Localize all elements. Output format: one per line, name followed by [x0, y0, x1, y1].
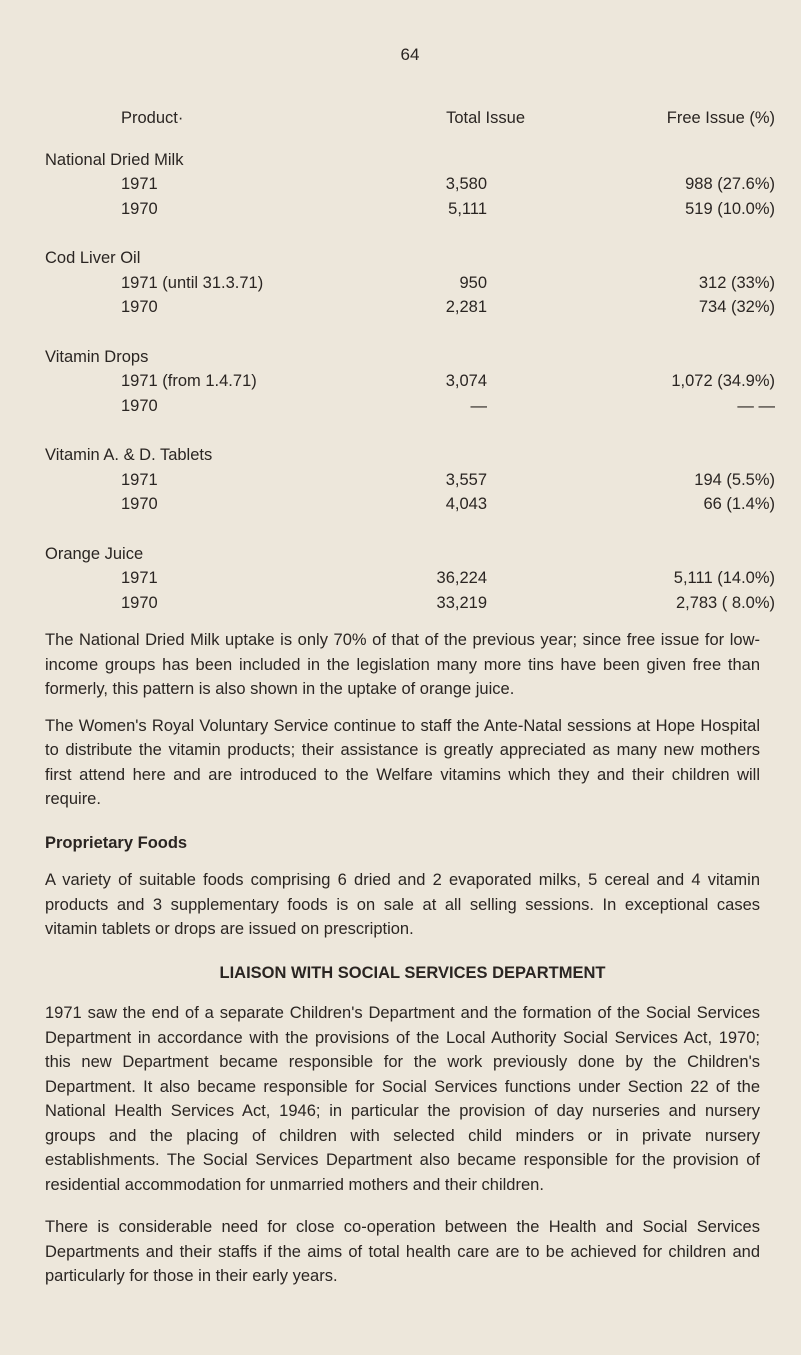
- row-free-issue: 1,072 (34.9%): [671, 372, 775, 390]
- row-total-issue: 3,557: [445, 470, 487, 489]
- paragraph-proprietary: A variety of suitable foods comprising 6 dried and 2 evaporated milks, 5 cereal and 4 vitamin products and 3 supplementary foods is on sale at all selling sessions. In exceptional cases vitamin tablets or drops are issued on prescription.: [45, 871, 760, 938]
- row-free-issue: 988 (27.6%): [685, 175, 775, 193]
- row-total-issue: 5,111: [448, 199, 487, 218]
- row-year: 1971: [121, 175, 158, 193]
- page-number: 64: [400, 45, 420, 64]
- row-total-issue: 33,219: [436, 593, 487, 612]
- row-free-issue: 194 (5.5%): [694, 470, 775, 489]
- product-group: [45, 246, 775, 271]
- table-row: [45, 394, 775, 419]
- row-free-issue: 519 (10.0%): [685, 199, 775, 218]
- proprietary-foods-heading: Proprietary Foods: [45, 833, 188, 852]
- row-year: 1971 (until 31.3.71): [121, 273, 264, 292]
- row-total-issue: 2,281: [445, 298, 487, 316]
- table-row: [45, 566, 775, 591]
- table-row: [45, 197, 775, 222]
- table-row: [45, 172, 775, 197]
- product-group: [45, 345, 775, 370]
- header-total-issue: Total Issue: [446, 109, 525, 127]
- table-row: [45, 468, 775, 493]
- issue-table: [45, 106, 775, 615]
- row-year: 1971 (from 1.4.71): [121, 372, 257, 390]
- row-year: 1971: [121, 470, 158, 489]
- row-year: 1970: [121, 495, 158, 513]
- row-free-issue: 66 (1.4%): [703, 495, 775, 513]
- table-row: [45, 369, 775, 394]
- product-group: [45, 148, 775, 173]
- product-name: National Dried Milk: [45, 150, 184, 169]
- header-free-issue: Free Issue (%): [666, 109, 775, 127]
- product-name: Vitamin Drops: [45, 347, 149, 366]
- row-year: 1970: [121, 199, 158, 218]
- product-name: Vitamin A. & D. Tablets: [45, 446, 213, 464]
- row-total-issue: 3,074: [445, 372, 487, 390]
- header-product: Product·: [121, 109, 184, 127]
- row-total-issue: 3,580: [445, 175, 487, 193]
- table-row: [45, 295, 775, 320]
- row-total-issue: —: [470, 396, 487, 415]
- paragraph-liaison-2: There is considerable need for close co-operation between the Health and Social Services Departments and their staffs if the aims of total health care are to be achieved for children and particularly for those in their early years.: [45, 1218, 760, 1285]
- liaison-heading: LIAISON WITH SOCIAL SERVICES DEPARTMENT: [219, 963, 606, 982]
- product-name: Orange Juice: [45, 544, 144, 563]
- row-year: 1970: [121, 396, 158, 415]
- row-total-issue: 36,224: [436, 569, 487, 587]
- row-year: 1971: [121, 569, 158, 587]
- row-year: 1970: [121, 593, 158, 612]
- table-row: [45, 492, 775, 517]
- product-name: Cod Liver Oil: [45, 249, 141, 267]
- product-group: [45, 443, 775, 468]
- paragraph-wrvs: The Women's Royal Voluntary Service continue to staff the Ante-Natal sessions at Hope Hospital to distribute the vitamin products; their assistance is greatly appreciated as many new mothers first attend here and are introduced to the Welfare vitamins which they and their children will require.: [45, 716, 760, 808]
- row-free-issue: 5,111 (14.0%): [673, 569, 775, 587]
- table-row: [45, 591, 775, 616]
- row-free-issue: 312 (33%): [698, 273, 775, 292]
- row-free-issue: 2,783 ( 8.0%): [675, 593, 775, 612]
- body-text: [45, 628, 760, 1289]
- row-free-issue: — —: [737, 396, 775, 415]
- row-total-issue: 950: [459, 273, 487, 292]
- row-total-issue: 4,043: [445, 495, 487, 513]
- row-free-issue: 734 (32%): [698, 298, 775, 316]
- table-row: [45, 271, 775, 296]
- table-header: [45, 106, 775, 131]
- paragraph-dried-milk: The National Dried Milk uptake is only 70% of that of the previous year; since free issue for low-income groups has been included in the legislation many more tins have been given free than formerly, this pattern is also shown in the uptake of orange juice.: [45, 631, 760, 698]
- paragraph-liaison-1: 1971 saw the end of a separate Children's Department and the formation of the Social Services Department in accordance with the provisions of the Local Authority Social Services Act, 1970; this new Department became responsible for the work previously done by the Children's Department. It also became responsible for Social Services functions under Section 22 of the National Health Services Act, 1946; in particular the provision of day nurseries and nursery groups and the placing of children with selected child minders or in private nursery establishments. The Social Services Department also became responsible for the provision of residential accommodation for unmarried mothers and their children.: [45, 1004, 760, 1194]
- product-group: [45, 542, 775, 567]
- row-year: 1970: [121, 298, 158, 316]
